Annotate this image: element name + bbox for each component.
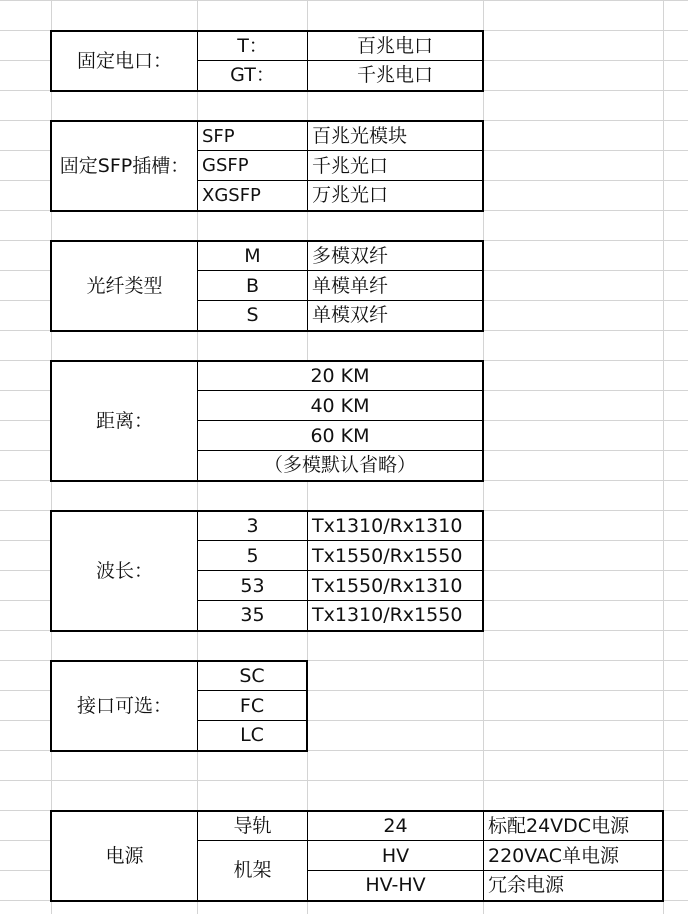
table-cell-code: GSFP [197, 150, 307, 181]
table-cell-desc: 千兆电口 [307, 60, 484, 92]
table-label: 固定电口： [50, 30, 197, 92]
table-cell-mount: 导轨 [197, 810, 307, 841]
table-label: 距离： [50, 360, 197, 482]
grid-row-line [0, 780, 688, 781]
table-cell-value: LC [197, 720, 308, 752]
table-cell-desc: 百兆电口 [307, 30, 484, 61]
table-label: 光纤类型 [50, 240, 197, 332]
table-cell-value: FC [197, 690, 308, 721]
table-cell-desc: Tx1550/Rx1310 [307, 570, 484, 601]
table-label: 固定SFP插槽： [50, 120, 197, 212]
table-cell-code: S [197, 300, 307, 332]
table-cell-desc: 百兆光模块 [307, 120, 484, 151]
table-cell-desc: 多模双纤 [307, 240, 484, 271]
table-cell-desc: 单模双纤 [307, 300, 484, 332]
table-cell-mount: 机架 [197, 840, 307, 902]
grid-row-line [0, 0, 688, 1]
table-cell-code: HV [307, 840, 483, 871]
table-cell-desc: Tx1310/Rx1550 [307, 600, 484, 632]
table-cell-desc: 千兆光口 [307, 150, 484, 181]
table-cell-desc: 冗余电源 [483, 870, 664, 902]
table-cell-code: SFP [197, 120, 307, 151]
table-cell-code: 35 [197, 600, 307, 632]
table-cell-code: T： [197, 30, 307, 61]
table-cell-desc: 220VAC单电源 [483, 840, 664, 871]
table-cell-value: 20 KM [197, 360, 484, 391]
table-cell-code: 5 [197, 540, 307, 571]
table-cell-code: XGSFP [197, 180, 307, 212]
table-cell-desc: Tx1310/Rx1310 [307, 510, 484, 541]
table-cell-code: 3 [197, 510, 307, 541]
table-cell-code: 24 [307, 810, 483, 841]
table-cell-desc: Tx1550/Rx1550 [307, 540, 484, 571]
table-cell-code: GT： [197, 60, 307, 92]
table-cell-value: 40 KM [197, 390, 484, 421]
table-cell-desc: 万兆光口 [307, 180, 484, 212]
table-cell-code: B [197, 270, 307, 301]
table-cell-code: M [197, 240, 307, 271]
table-cell-code: 53 [197, 570, 307, 601]
grid-column-line [663, 0, 664, 914]
table-cell-desc: 标配24VDC电源 [483, 810, 664, 841]
table-cell-value: SC [197, 660, 308, 691]
table-label: 电源 [50, 810, 197, 902]
table-cell-desc: 单模单纤 [307, 270, 484, 301]
table-cell-value: （多模默认省略） [197, 450, 484, 482]
table-label: 接口可选： [50, 660, 197, 752]
table-cell-code: HV-HV [307, 870, 483, 902]
table-cell-value: 60 KM [197, 420, 484, 451]
table-label: 波长： [50, 510, 197, 632]
